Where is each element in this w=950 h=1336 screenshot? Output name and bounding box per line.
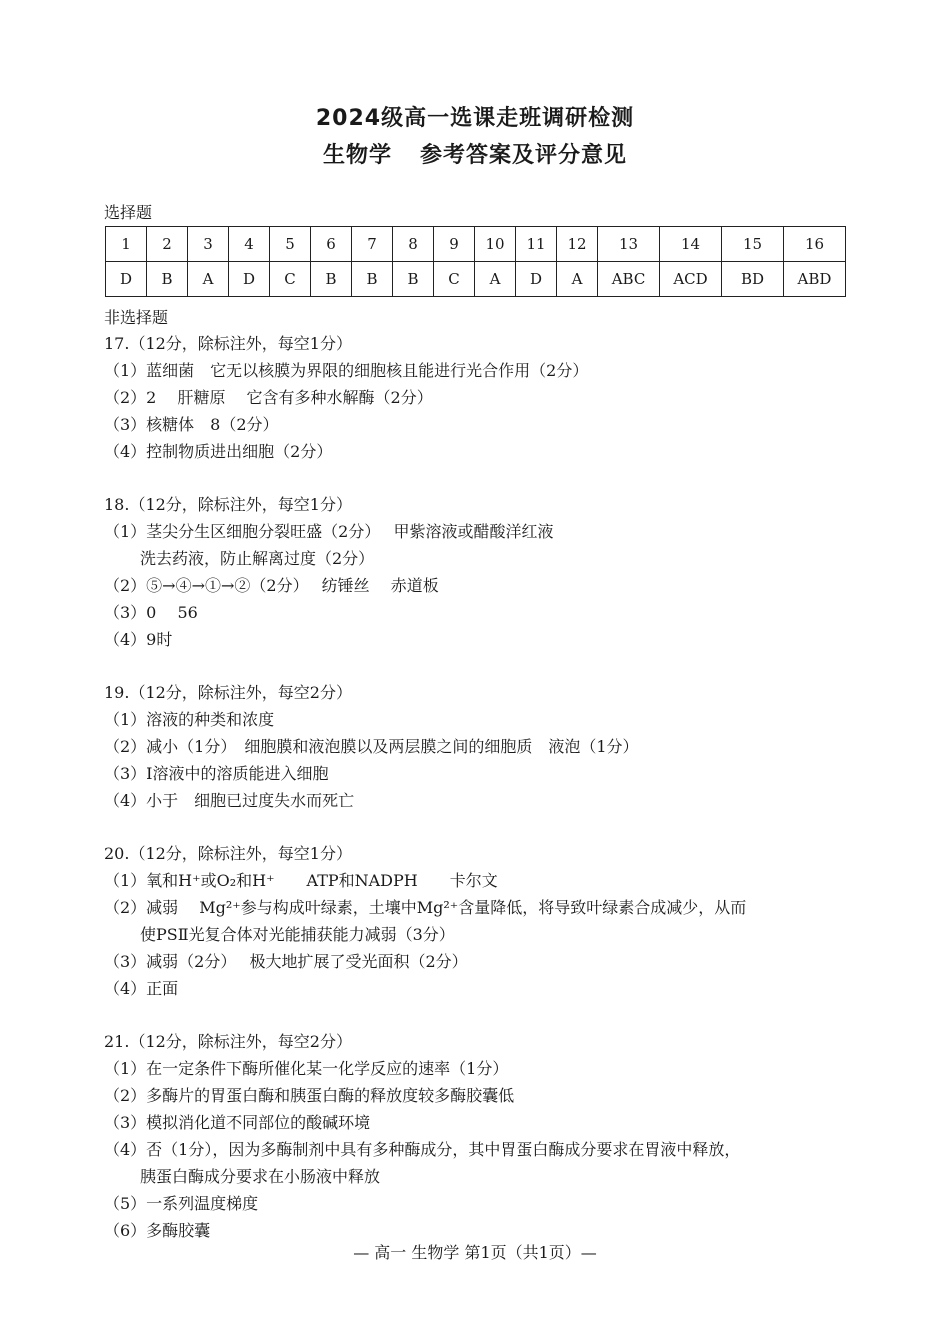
question-number: 10 [475,227,516,262]
answer-cell: C [434,262,475,297]
answer-line: （2）减弱 Mg²⁺参与构成叶绿素，土壤中Mg²⁺含量降低，将导致叶绿素合成减少，从而 [104,898,747,917]
answer-table [105,226,846,297]
spacer [104,814,854,840]
answer-cell: BD [722,262,784,297]
answer-cell: B [311,262,352,297]
table-row-numbers [106,227,846,262]
question-number: 15 [722,227,784,262]
question-number: 7 [352,227,393,262]
spacer [104,465,854,491]
question-number: 6 [311,227,352,262]
answer-line: （1）氧和H⁺或O₂和H⁺ ATP和NADPH 卡尔文 [104,871,498,890]
answer-line: （2）⑤→④→①→②（2分） 纺锤丝 赤道板 [104,576,439,595]
answer-line: （3）模拟消化道不同部位的酸碱环境 [104,1113,371,1132]
question-number: 11 [516,227,557,262]
answer-cell: B [147,262,188,297]
question-number: 14 [660,227,722,262]
answer-line: （5）一系列温度梯度 [104,1194,259,1213]
answer-line: （2）多酶片的胃蛋白酶和胰蛋白酶的释放度较多酶胶囊低 [104,1086,515,1105]
answer-cell: A [188,262,229,297]
answer-line: （1）蓝细菌 它无以核膜为界限的细胞核且能进行光合作用（2分） [104,361,589,380]
answer-text-block [104,330,854,1244]
question-number: 13 [598,227,660,262]
answer-cell: B [352,262,393,297]
question-number: 2 [147,227,188,262]
question-number: 16 [784,227,846,262]
answer-cell: ACD [660,262,722,297]
answer-line: （3）核糖体 8（2分） [104,415,279,434]
spacer [104,653,854,679]
table-row-answers [106,262,846,297]
question-heading: 21.（12分，除标注外，每空2分） [104,1032,352,1051]
answer-cell: B [393,262,434,297]
spacer [104,1002,854,1028]
answer-line: （1）溶液的种类和浓度 [104,710,275,729]
answer-line: （3）0 56 [104,603,198,622]
page-title: 2024级高一选课走班调研检测 [315,106,635,131]
answer-cell: D [516,262,557,297]
answer-line: （4）否（1分），因为多酶制剂中具有多种酶成分，其中胃蛋白酶成分要求在胃液中释放， [104,1140,741,1159]
question-number: 12 [557,227,598,262]
answer-cell: D [229,262,270,297]
answer-cell: ABC [598,262,660,297]
question-number: 8 [393,227,434,262]
answer-line: （3）减弱（2分） 极大地扩展了受光面积（2分） [104,952,468,971]
answer-line: （1）在一定条件下酶所催化某一化学反应的速率（1分） [104,1059,509,1078]
question-number: 1 [106,227,147,262]
question-number: 3 [188,227,229,262]
answer-cell: C [270,262,311,297]
question-heading: 18.（12分，除标注外，每空1分） [104,495,352,514]
choice-section-label: 选择题 [104,203,153,222]
answer-line: （1）茎尖分生区细胞分裂旺盛（2分） 甲紫溶液或醋酸洋红液 [104,522,554,541]
answer-line: （4）小于 细胞已过度失水而死亡 [104,791,355,810]
answer-line: （2）减小（1分） 细胞膜和液泡膜以及两层膜之间的细胞质 液泡（1分） [104,737,639,756]
answer-line-continued: 使PSⅡ光复合体对光能捕获能力减弱（3分） [140,925,455,944]
nonchoice-section-label: 非选择题 [104,308,169,327]
subject-name: 生物学 [322,143,392,168]
question-heading: 19.（12分，除标注外，每空2分） [104,683,352,702]
answer-line-continued: 洗去药液，防止解离过度（2分） [140,549,375,568]
answer-line: （4）控制物质进出细胞（2分） [104,442,333,461]
answer-cell: A [475,262,516,297]
subtitle-text: 参考答案及评分意见 [420,143,628,168]
answer-line-continued: 胰蛋白酶成分要求在小肠液中释放 [140,1167,381,1186]
page-footer: — 高一 生物学 第1页（共1页）— [353,1243,597,1262]
page-subtitle [0,138,950,169]
answer-line: （4）9时 [104,630,173,649]
question-heading: 17.（12分，除标注外，每空1分） [104,334,352,353]
answer-cell: ABD [784,262,846,297]
question-number: 5 [270,227,311,262]
question-number: 9 [434,227,475,262]
answer-line: （4）正面 [104,979,179,998]
question-number: 4 [229,227,270,262]
answer-line: （3）Ⅰ溶液中的溶质能进入细胞 [104,764,329,783]
answer-line: （2）2 肝糖原 它含有多种水解酶（2分） [104,388,433,407]
question-heading: 20.（12分，除标注外，每空1分） [104,844,352,863]
answer-line: （6）多酶胶囊 [104,1221,211,1240]
answer-cell: A [557,262,598,297]
answer-cell: D [106,262,147,297]
